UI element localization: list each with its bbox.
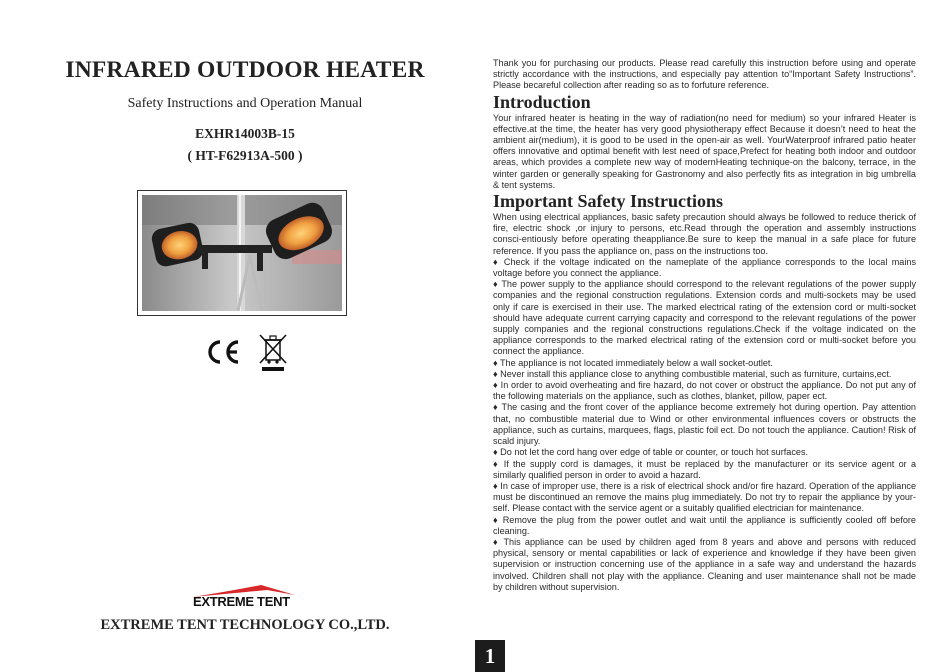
safety-item: ♦ Do not let the cord hang over edge of table or counter, or touch hot surfaces. xyxy=(493,447,809,458)
safety-list xyxy=(493,257,916,593)
safety-item: ♦ The power supply to the appliance should correspond to the relevant regulations of the power supply companies and the regional construction regulations. Extension cords and multi-sockets may be used only if care is exercised in their use. The marked electrical rating of the extension cord or multi-socket should have adequate current carrying capacity and correspond to the relevant regulations of the power supply companies and the regional constructions regulations.Check if the voltage indicated on the appliance corresponds to the marked electrical rating of the extension cord or multi-socket before you connect the appliance. xyxy=(493,279,916,357)
safety-item: ♦ This appliance can be used by children aged from 8 years and above and persons with reduced physical, sensory or mental capabilities or lack of experience and knowledge if they have been given supervision or instruction concerning use of the appliance in a safe way and understand the hazards involved. Children shall not play with the appliance. Cleaning and user maintenance shall not be made by children without supervision. xyxy=(493,536,916,592)
introduction-paragraph: Your infrared heater is heating in the way of radiation(no need for medium) so your infrared Heater is effective.at the time, the heater has very good physiotherapy effect Because it doesn’t need to heat the ambient air(medium), it is good to be used in the open-air as well. YourWaterproof infrared patio heater offers innovative and optimal benefit with lest need of space,Prefect for heating both indoor and outdoor areas, which provides a complete new way of modernHeating technique-on the balcony, terrace, in the winter garden or generally speaking for Gastronomy and also perfectly fits as integration in big umbrella & tent systems. xyxy=(493,112,916,190)
introduction-heading: Introduction xyxy=(493,91,591,112)
model-number-alt: ( HT-F62913A-500 ) xyxy=(187,148,303,163)
safety-intro-paragraph: When using electrical appliances, basic safety precaution should always be followed to reduce therick of fire, electric shock ,or injury to persons, etc.Read through the operation and assembly instructions consci-entiously before operating theappliance.Be sure to keep the manual in a safe place for future reference. If you pass the appliance on, pass on the instructions too. xyxy=(493,212,916,256)
heater-photo-icon xyxy=(142,195,342,311)
thank-you-paragraph: Thank you for purchasing our products. Please read carefully this instruction before using and operate strictly accordance with the instructions, and especially pay attention to“Important Safety Instructions”. Please becareful collection after reading so as to forfuture reference. xyxy=(493,58,916,91)
page-number: 1 xyxy=(475,640,505,672)
content-page xyxy=(493,58,916,593)
safety-item: ♦ The appliance is not located immediately below a wall socket-outlet. xyxy=(493,357,773,368)
logo-text: EXTREME TENT xyxy=(193,594,290,609)
model-number: EXHR14003B-15 xyxy=(195,126,295,141)
safety-item: ♦ In case of improper use, there is a risk of electrical shock and/or fire hazard. Operation of the appliance must be discontinued an remove the mains plug immediately. Do not try to repair the appliance by your-self. Please contact with the service agent or a suitably qualified electrician for maintenance. xyxy=(493,480,916,514)
company-name: EXTREME TENT TECHNOLOGY CO.,LTD. xyxy=(100,617,390,633)
brand-logo xyxy=(191,585,301,611)
certification-marks xyxy=(205,333,295,373)
safety-item: ♦ The casing and the front cover of the appliance become extremely hot during opertion. Pay attention that, no combustible material due to Wind or other environmental influences covers or obstructs the appliance, such as curtains, marquees, flags, plastic foil ect. Do not touch the appliance. Caution! Risk of scald injury. xyxy=(493,402,916,447)
safety-item: ♦ In order to avoid overheating and fire hazard, do not cover or obstruct the appliance. Do not put any of the following materials on the appliance, such as clothes, blanket, pillow, paper ect. xyxy=(493,380,916,402)
manual-subtitle: Safety Instructions and Operation Manual xyxy=(127,96,363,111)
weee-crossed-bin-icon xyxy=(258,333,288,373)
safety-item: ♦ Check if the voltage indicated on the nameplate of the appliance corresponds to the local mains voltage before you connect the appliance. xyxy=(493,256,916,279)
page-title: INFRARED OUTDOOR HEATER xyxy=(65,57,425,83)
safety-item: ♦ Remove the plug from the power outlet and wait until the appliance is sufficiently cooled off before cleaning. xyxy=(493,514,916,536)
product-photo xyxy=(137,190,347,316)
safety-item: ♦ Never install this appliance close to anything combustible material, such as furniture, curtains,ect. xyxy=(493,368,892,379)
safety-heading: Important Safety Instructions xyxy=(493,191,724,212)
ce-mark-icon xyxy=(205,339,243,365)
safety-item: ♦ If the supply cord is damages, it must be replaced by the manufacturer or its service agent or a similarly qualified person in order to avoid a hazard. xyxy=(493,458,916,480)
